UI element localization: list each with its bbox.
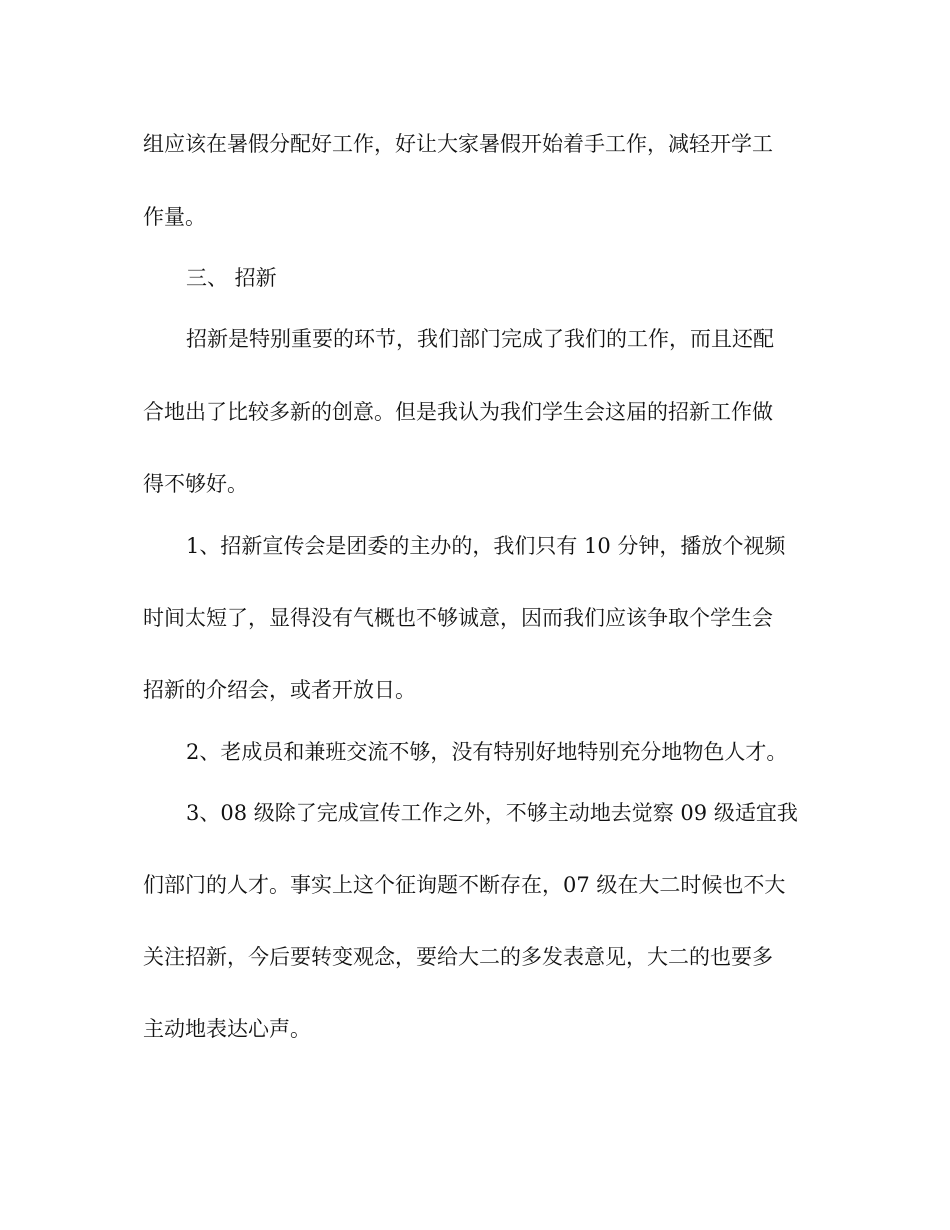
text-line: 得不够好。	[143, 472, 248, 496]
text-line: 招新的介绍会，或者开放日。	[143, 678, 416, 702]
text-line: 时间太短了，显得没有气概也不够诚意，因而我们应该争取个学生会	[143, 606, 773, 630]
text-line: 招新是特别重要的环节，我们部门完成了我们的工作，而且还配	[186, 327, 774, 351]
list-item: 2、老成员和兼班交流不够，没有特别好地特别充分地物色人才。	[186, 740, 788, 764]
list-item: 3、08 级除了完成宣传工作之外，不够主动地去觉察 09 级适宜我	[186, 801, 798, 825]
section-heading: 三、 招新	[186, 266, 277, 290]
list-item: 1、招新宣传会是团委的主办的，我们只有 10 分钟，播放个视频	[186, 534, 786, 558]
text-line: 组应该在暑假分配好工作，好让大家暑假开始着手工作，减轻开学工	[143, 132, 773, 156]
text-line: 关注招新，今后要转变观念，要给大二的多发表意见，大二的也要多	[143, 945, 773, 969]
text-line: 们部门的人才。事实上这个征询题不断存在，07 级在大二时候也不大	[143, 873, 786, 897]
text-line: 合地出了比较多新的创意。但是我认为我们学生会这届的招新工作做	[143, 400, 773, 424]
text-line: 作量。	[143, 205, 206, 229]
text-line: 主动地表达心声。	[143, 1017, 311, 1041]
